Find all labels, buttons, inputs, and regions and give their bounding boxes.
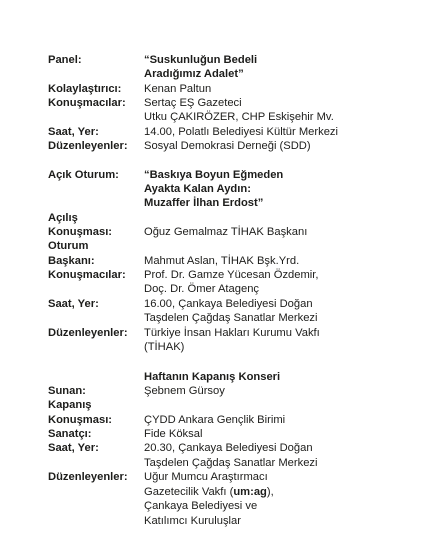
panel-title-line1: “Suskunluğun Bedeli <box>144 54 258 66</box>
concert-organizers-4: Katılımcı Kuruluşlar <box>144 515 241 527</box>
open-session-label: Açık Oturum: <box>48 169 119 181</box>
concert-time-place-1: 20.30, Çankaya Belediyesi Doğan <box>144 442 313 454</box>
open-session-title-line2: Ayakta Kalan Aydın: <box>144 183 251 195</box>
panel-time-label: Saat, Yer: <box>48 126 99 138</box>
concert-time-label: Saat, Yer: <box>48 442 99 454</box>
opening-label-2: Konuşması: <box>48 226 113 238</box>
open-session-speaker-2: Doç. Dr. Ömer Atagenç <box>144 283 260 295</box>
panel-label: Panel: <box>48 54 82 66</box>
panel-speakers-label: Konuşmacılar: <box>48 97 126 109</box>
umag-abbrev: um:ag <box>233 486 267 498</box>
panel-speaker-1: Sertaç EŞ Gazeteci <box>144 97 242 109</box>
panel-time-place: 14.00, Polatlı Belediyesi Kültür Merkezi <box>144 126 339 138</box>
concert-organizers-2 <box>144 485 274 499</box>
concert-time-place-2: Taşdelen Çağdaş Sanatlar Merkezi <box>144 457 318 469</box>
open-session-time-label: Saat, Yer: <box>48 298 99 310</box>
concert-organizers-label: Düzenleyenler: <box>48 471 128 483</box>
closing-label-2: Konuşması: <box>48 414 113 426</box>
open-session-time-place-1: 16.00, Çankaya Belediyesi Doğan <box>144 298 313 310</box>
open-session-organizers-label: Düzenleyenler: <box>48 327 128 339</box>
concert-organizers-3: Çankaya Belediyesi ve <box>144 500 258 512</box>
panel-organizers: Sosyal Demokrasi Derneği (SDD) <box>144 140 311 152</box>
closing-label-1: Kapanış <box>48 399 92 411</box>
panel-moderator-label: Kolaylaştırıcı: <box>48 83 122 95</box>
concert-host: Şebnem Gürsoy <box>144 385 225 397</box>
concert-organizers-1: Uğur Mumcu Araştırmacı <box>144 471 268 483</box>
chair-label-1: Oturum <box>48 240 89 252</box>
closing-speaker: ÇYDD Ankara Gençlik Birimi <box>144 414 286 426</box>
open-session-title-line3: Muzaffer İlhan Erdost” <box>144 197 264 209</box>
concert-host-label: Sunan: <box>48 385 86 397</box>
chair-name: Mahmut Aslan, TİHAK Bşk.Yrd. <box>144 255 300 267</box>
chair-label-2: Başkanı: <box>48 255 95 267</box>
opening-speaker: Oğuz Gemalmaz TİHAK Başkanı <box>144 226 308 238</box>
open-session-title-line1: “Baskıya Boyun Eğmeden <box>144 169 284 181</box>
panel-speaker-2: Utku ÇAKIRÖZER, CHP Eskişehir Mv. <box>144 111 334 123</box>
opening-label-1: Açılış <box>48 212 78 224</box>
open-session-speakers-label: Konuşmacılar: <box>48 269 126 281</box>
open-session-speaker-1: Prof. Dr. Gamze Yücesan Özdemir, <box>144 269 319 281</box>
open-session-time-place-2: Taşdelen Çağdaş Sanatlar Merkezi <box>144 312 318 324</box>
concert-title: Haftanın Kapanış Konseri <box>144 371 281 383</box>
artist-name: Fide Köksal <box>144 428 203 440</box>
artist-label: Sanatçı: <box>48 428 92 440</box>
panel-moderator: Kenan Paltun <box>144 83 212 95</box>
panel-title-line2: Aradığımız Adalet” <box>144 68 244 80</box>
panel-organizers-label: Düzenleyenler: <box>48 140 128 152</box>
concert-organizers-2c: ), <box>266 486 274 498</box>
open-session-organizers-1: Türkiye İnsan Hakları Kurumu Vakfı <box>144 327 320 339</box>
concert-organizers-2a: Gazetecilik Vakfı ( <box>144 486 234 498</box>
open-session-organizers-2: (TİHAK) <box>144 341 185 353</box>
